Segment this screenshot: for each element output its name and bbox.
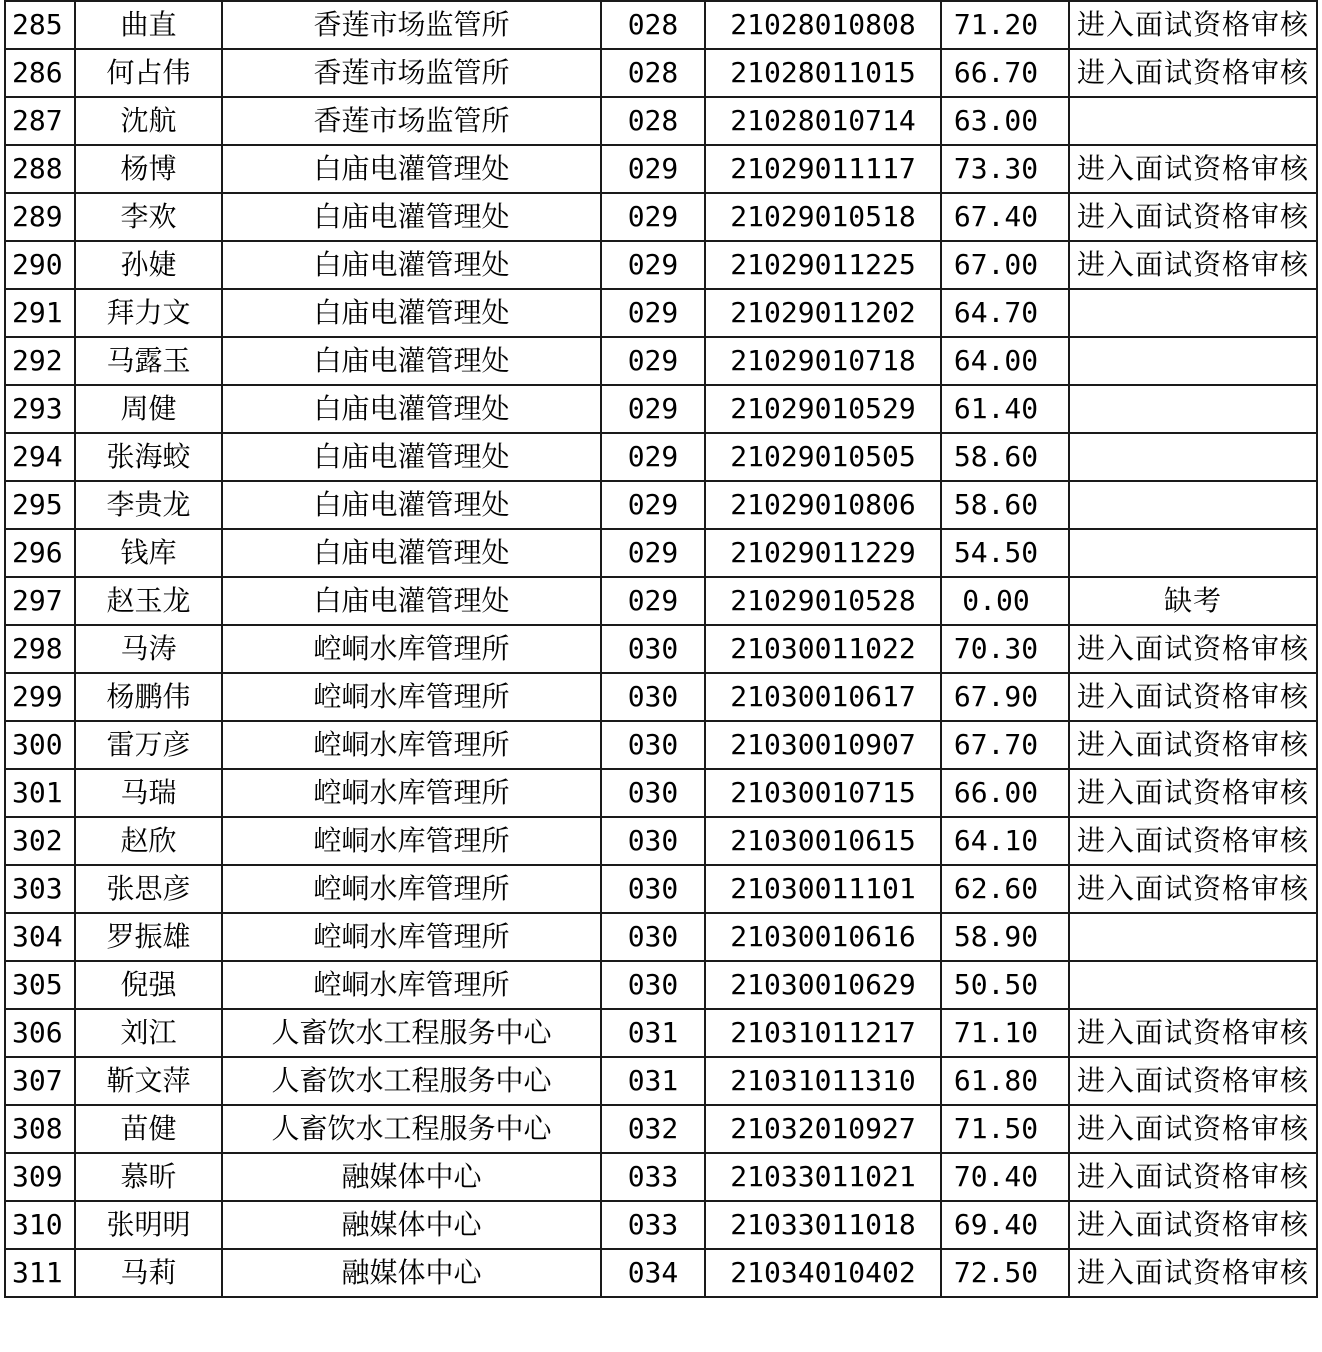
cell-position-code: 031 [601,1009,705,1057]
cell-employer-unit: 人畜饮水工程服务中心 [222,1009,601,1057]
cell-written-score: 62.60 [941,865,1069,913]
cell-serial-number: 302 [5,817,75,865]
table-row [5,625,1317,673]
cell-serial-number: 311 [5,1249,75,1297]
cell-remark: 进入面试资格审核 [1069,625,1317,673]
cell-admission-ticket: 21029011202 [705,289,941,337]
table-row [5,673,1317,721]
cell-remark: 进入面试资格审核 [1069,865,1317,913]
cell-remark: 进入面试资格审核 [1069,721,1317,769]
table-row [5,1,1317,49]
table-row [5,769,1317,817]
cell-employer-unit: 崆峒水库管理所 [222,913,601,961]
cell-candidate-name: 赵玉龙 [75,577,222,625]
cell-admission-ticket: 21029011229 [705,529,941,577]
table-row [5,337,1317,385]
cell-employer-unit: 白庙电灌管理处 [222,481,601,529]
cell-position-code: 029 [601,145,705,193]
cell-admission-ticket: 21029011117 [705,145,941,193]
cell-candidate-name: 马涛 [75,625,222,673]
table-row [5,289,1317,337]
cell-position-code: 029 [601,529,705,577]
cell-remark [1069,961,1317,1009]
cell-written-score: 71.20 [941,1,1069,49]
cell-candidate-name: 张明明 [75,1201,222,1249]
cell-position-code: 030 [601,721,705,769]
table-row [5,817,1317,865]
cell-candidate-name: 靳文萍 [75,1057,222,1105]
cell-remark: 进入面试资格审核 [1069,1153,1317,1201]
cell-serial-number: 304 [5,913,75,961]
cell-employer-unit: 崆峒水库管理所 [222,865,601,913]
cell-position-code: 030 [601,961,705,1009]
cell-serial-number: 310 [5,1201,75,1249]
cell-admission-ticket: 21030010715 [705,769,941,817]
cell-written-score: 67.00 [941,241,1069,289]
cell-employer-unit: 崆峒水库管理所 [222,769,601,817]
cell-remark: 进入面试资格审核 [1069,241,1317,289]
table-row [5,1105,1317,1153]
cell-written-score: 69.40 [941,1201,1069,1249]
cell-remark [1069,337,1317,385]
cell-candidate-name: 曲直 [75,1,222,49]
cell-position-code: 029 [601,193,705,241]
cell-remark: 进入面试资格审核 [1069,145,1317,193]
cell-written-score: 67.40 [941,193,1069,241]
cell-position-code: 030 [601,913,705,961]
cell-position-code: 029 [601,577,705,625]
cell-serial-number: 299 [5,673,75,721]
cell-admission-ticket: 21029010806 [705,481,941,529]
cell-written-score: 64.70 [941,289,1069,337]
cell-written-score: 70.30 [941,625,1069,673]
cell-serial-number: 307 [5,1057,75,1105]
cell-position-code: 029 [601,289,705,337]
table-row [5,433,1317,481]
cell-employer-unit: 人畜饮水工程服务中心 [222,1057,601,1105]
cell-serial-number: 293 [5,385,75,433]
cell-remark: 进入面试资格审核 [1069,1,1317,49]
cell-remark [1069,433,1317,481]
cell-candidate-name: 沈航 [75,97,222,145]
cell-position-code: 032 [601,1105,705,1153]
cell-written-score: 67.70 [941,721,1069,769]
cell-employer-unit: 白庙电灌管理处 [222,145,601,193]
cell-serial-number: 301 [5,769,75,817]
cell-remark [1069,385,1317,433]
cell-remark: 进入面试资格审核 [1069,1009,1317,1057]
cell-candidate-name: 周健 [75,385,222,433]
cell-candidate-name: 钱库 [75,529,222,577]
cell-candidate-name: 拜力文 [75,289,222,337]
table-body [5,1,1317,1297]
cell-position-code: 031 [601,1057,705,1105]
cell-remark: 进入面试资格审核 [1069,673,1317,721]
cell-position-code: 029 [601,337,705,385]
cell-serial-number: 308 [5,1105,75,1153]
table-row [5,1009,1317,1057]
cell-serial-number: 291 [5,289,75,337]
cell-remark [1069,289,1317,337]
cell-admission-ticket: 21033011021 [705,1153,941,1201]
cell-remark: 进入面试资格审核 [1069,1249,1317,1297]
cell-remark: 进入面试资格审核 [1069,1105,1317,1153]
cell-remark: 进入面试资格审核 [1069,817,1317,865]
cell-candidate-name: 雷万彦 [75,721,222,769]
cell-candidate-name: 马瑞 [75,769,222,817]
cell-employer-unit: 崆峒水库管理所 [222,817,601,865]
cell-serial-number: 309 [5,1153,75,1201]
table-row [5,1249,1317,1297]
table-row [5,97,1317,145]
cell-position-code: 029 [601,433,705,481]
cell-position-code: 034 [601,1249,705,1297]
cell-remark: 进入面试资格审核 [1069,193,1317,241]
cell-remark: 进入面试资格审核 [1069,49,1317,97]
cell-admission-ticket: 21029011225 [705,241,941,289]
cell-employer-unit: 白庙电灌管理处 [222,433,601,481]
cell-written-score: 54.50 [941,529,1069,577]
cell-candidate-name: 孙婕 [75,241,222,289]
cell-written-score: 72.50 [941,1249,1069,1297]
cell-written-score: 61.40 [941,385,1069,433]
cell-employer-unit: 融媒体中心 [222,1249,601,1297]
table-row [5,577,1317,625]
cell-admission-ticket: 21030010617 [705,673,941,721]
cell-candidate-name: 李贵龙 [75,481,222,529]
cell-admission-ticket: 21030011101 [705,865,941,913]
cell-serial-number: 294 [5,433,75,481]
table-row [5,241,1317,289]
cell-admission-ticket: 21031011310 [705,1057,941,1105]
cell-admission-ticket: 21029010529 [705,385,941,433]
cell-employer-unit: 白庙电灌管理处 [222,577,601,625]
cell-candidate-name: 杨鹏伟 [75,673,222,721]
cell-candidate-name: 罗振雄 [75,913,222,961]
cell-candidate-name: 刘江 [75,1009,222,1057]
cell-admission-ticket: 21028011015 [705,49,941,97]
cell-position-code: 030 [601,769,705,817]
cell-candidate-name: 赵欣 [75,817,222,865]
cell-candidate-name: 杨博 [75,145,222,193]
cell-employer-unit: 白庙电灌管理处 [222,241,601,289]
cell-employer-unit: 崆峒水库管理所 [222,721,601,769]
cell-written-score: 66.70 [941,49,1069,97]
cell-admission-ticket: 21032010927 [705,1105,941,1153]
cell-serial-number: 297 [5,577,75,625]
table-row [5,1201,1317,1249]
cell-serial-number: 296 [5,529,75,577]
cell-admission-ticket: 21029010528 [705,577,941,625]
cell-remark: 进入面试资格审核 [1069,1201,1317,1249]
cell-serial-number: 287 [5,97,75,145]
cell-serial-number: 300 [5,721,75,769]
cell-position-code: 028 [601,1,705,49]
cell-written-score: 64.10 [941,817,1069,865]
cell-position-code: 030 [601,865,705,913]
cell-candidate-name: 马露玉 [75,337,222,385]
table-row [5,961,1317,1009]
cell-employer-unit: 白庙电灌管理处 [222,337,601,385]
cell-admission-ticket: 21029010505 [705,433,941,481]
table-row [5,865,1317,913]
cell-employer-unit: 白庙电灌管理处 [222,529,601,577]
cell-serial-number: 285 [5,1,75,49]
cell-employer-unit: 崆峒水库管理所 [222,673,601,721]
cell-serial-number: 289 [5,193,75,241]
cell-written-score: 63.00 [941,97,1069,145]
cell-serial-number: 298 [5,625,75,673]
cell-written-score: 50.50 [941,961,1069,1009]
cell-candidate-name: 李欢 [75,193,222,241]
cell-written-score: 71.10 [941,1009,1069,1057]
cell-remark [1069,97,1317,145]
cell-remark: 缺考 [1069,577,1317,625]
cell-employer-unit: 崆峒水库管理所 [222,961,601,1009]
cell-position-code: 033 [601,1153,705,1201]
cell-employer-unit: 白庙电灌管理处 [222,385,601,433]
cell-candidate-name: 何占伟 [75,49,222,97]
table-row [5,1153,1317,1201]
cell-admission-ticket: 21030010907 [705,721,941,769]
cell-serial-number: 295 [5,481,75,529]
cell-position-code: 030 [601,817,705,865]
cell-serial-number: 305 [5,961,75,1009]
cell-admission-ticket: 21031011217 [705,1009,941,1057]
cell-written-score: 64.00 [941,337,1069,385]
cell-serial-number: 303 [5,865,75,913]
table-row [5,913,1317,961]
cell-admission-ticket: 21028010714 [705,97,941,145]
table-row [5,49,1317,97]
cell-written-score: 58.90 [941,913,1069,961]
cell-employer-unit: 人畜饮水工程服务中心 [222,1105,601,1153]
cell-position-code: 029 [601,385,705,433]
table-row [5,1057,1317,1105]
cell-position-code: 028 [601,49,705,97]
cell-admission-ticket: 21034010402 [705,1249,941,1297]
cell-employer-unit: 香莲市场监管所 [222,1,601,49]
cell-serial-number: 286 [5,49,75,97]
cell-written-score: 73.30 [941,145,1069,193]
cell-position-code: 028 [601,97,705,145]
cell-position-code: 030 [601,625,705,673]
cell-remark [1069,481,1317,529]
cell-admission-ticket: 21033011018 [705,1201,941,1249]
cell-written-score: 67.90 [941,673,1069,721]
cell-admission-ticket: 21029010718 [705,337,941,385]
table-row [5,529,1317,577]
cell-written-score: 58.60 [941,481,1069,529]
table-row [5,721,1317,769]
cell-remark [1069,529,1317,577]
cell-admission-ticket: 21029010518 [705,193,941,241]
table-row [5,193,1317,241]
table-row [5,385,1317,433]
cell-position-code: 029 [601,481,705,529]
cell-position-code: 033 [601,1201,705,1249]
cell-written-score: 61.80 [941,1057,1069,1105]
cell-candidate-name: 倪强 [75,961,222,1009]
results-table [4,0,1318,1298]
cell-position-code: 029 [601,241,705,289]
cell-admission-ticket: 21030010616 [705,913,941,961]
cell-serial-number: 292 [5,337,75,385]
cell-remark: 进入面试资格审核 [1069,769,1317,817]
cell-position-code: 030 [601,673,705,721]
cell-candidate-name: 张海蛟 [75,433,222,481]
cell-employer-unit: 融媒体中心 [222,1201,601,1249]
cell-employer-unit: 崆峒水库管理所 [222,625,601,673]
cell-admission-ticket: 21030011022 [705,625,941,673]
cell-employer-unit: 香莲市场监管所 [222,97,601,145]
cell-employer-unit: 白庙电灌管理处 [222,289,601,337]
cell-admission-ticket: 21028010808 [705,1,941,49]
cell-written-score: 58.60 [941,433,1069,481]
cell-admission-ticket: 21030010629 [705,961,941,1009]
table-row [5,481,1317,529]
cell-remark [1069,913,1317,961]
cell-candidate-name: 慕昕 [75,1153,222,1201]
cell-written-score: 66.00 [941,769,1069,817]
cell-serial-number: 290 [5,241,75,289]
cell-written-score: 70.40 [941,1153,1069,1201]
cell-remark: 进入面试资格审核 [1069,1057,1317,1105]
cell-candidate-name: 张思彦 [75,865,222,913]
cell-serial-number: 288 [5,145,75,193]
cell-candidate-name: 马莉 [75,1249,222,1297]
cell-employer-unit: 融媒体中心 [222,1153,601,1201]
cell-candidate-name: 苗健 [75,1105,222,1153]
cell-employer-unit: 白庙电灌管理处 [222,193,601,241]
cell-admission-ticket: 21030010615 [705,817,941,865]
cell-written-score: 0.00 [941,577,1069,625]
table-row [5,145,1317,193]
cell-written-score: 71.50 [941,1105,1069,1153]
cell-serial-number: 306 [5,1009,75,1057]
cell-employer-unit: 香莲市场监管所 [222,49,601,97]
